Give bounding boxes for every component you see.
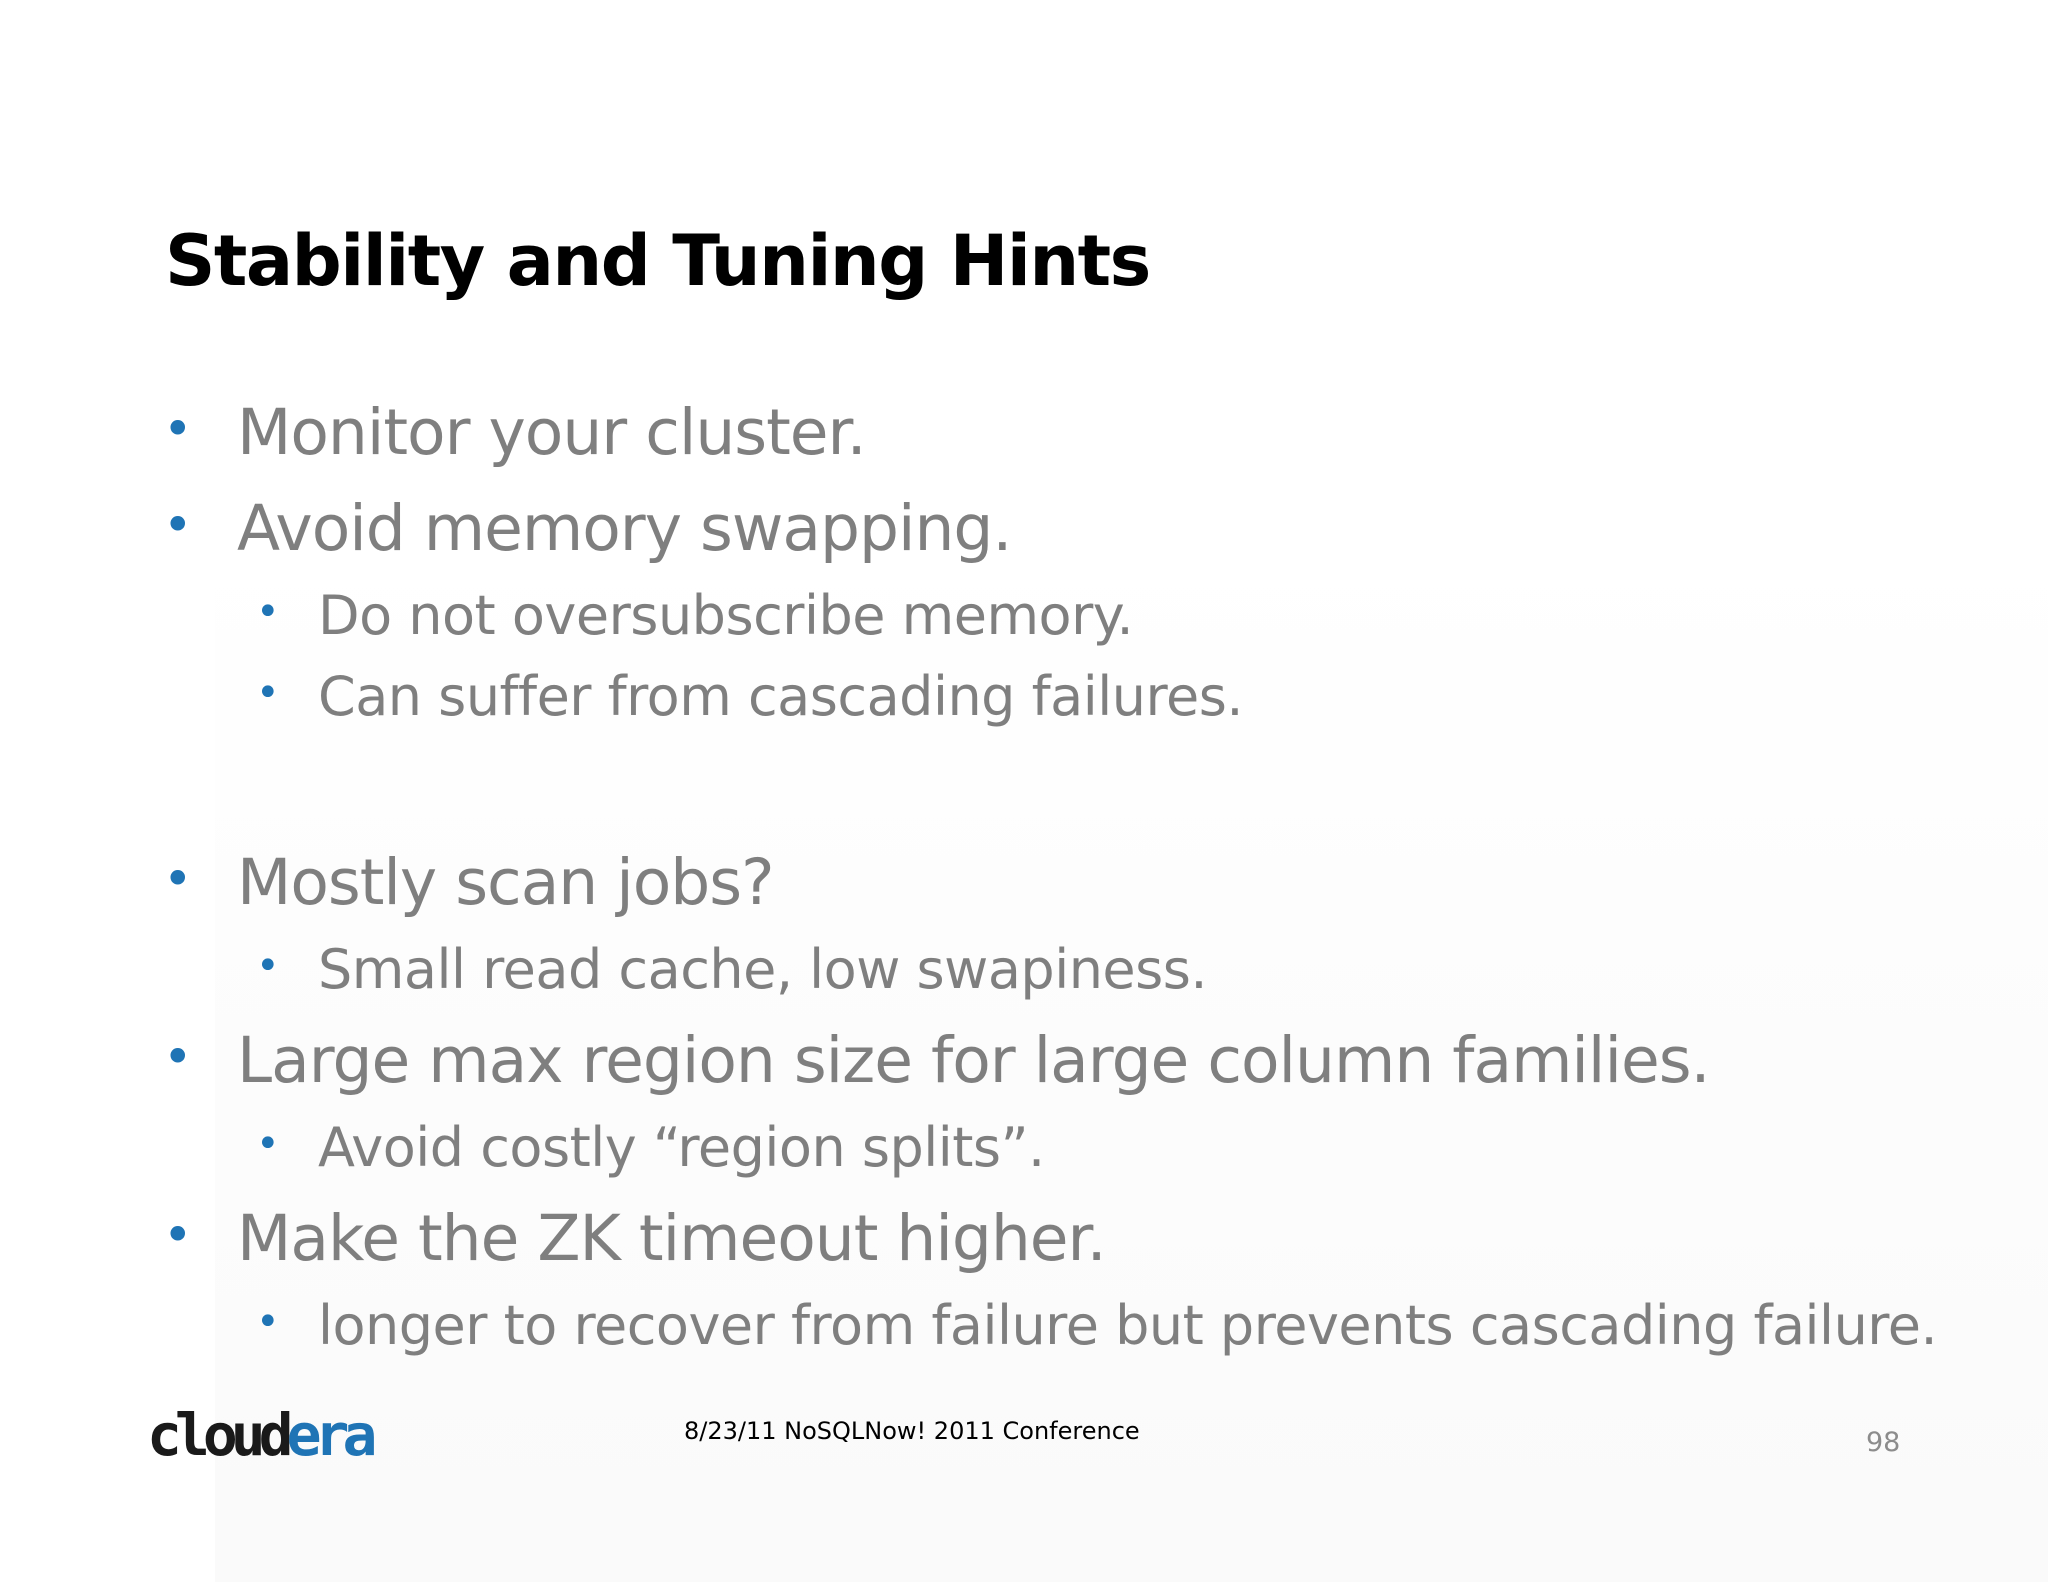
bullet-dot-icon: • (163, 496, 192, 554)
sub-bullet-cascading (256, 662, 1243, 732)
bullet-text: Make the ZK timeout higher. (237, 1202, 1106, 1275)
footer-date-conference: 8/23/11 NoSQLNow! 2011 Conference (684, 1417, 1140, 1445)
bullet-dot-icon: • (163, 1206, 192, 1264)
bullet-text: longer to recover from failure but prevents cascading failure. (318, 1294, 1938, 1357)
bullet-dot-icon: • (163, 850, 192, 908)
bullet-dot-icon: • (163, 400, 192, 458)
bullet-dot-icon: • (256, 589, 280, 635)
bullet-monitor-cluster (163, 393, 866, 473)
bullet-text: Large max region size for large column families. (237, 1024, 1710, 1097)
slide-title: Stability and Tuning Hints (165, 220, 1150, 302)
cloudera-logo (147, 1400, 370, 1470)
sub-bullet-recover (256, 1291, 1938, 1361)
bullet-text: Small read cache, low swapiness. (318, 938, 1208, 1001)
bullet-text: Avoid costly “region splits”. (318, 1116, 1045, 1179)
bullet-region-size (163, 1021, 1710, 1101)
sub-bullet-region-splits (256, 1113, 1045, 1183)
bullet-dot-icon: • (256, 1121, 280, 1167)
bullet-dot-icon: • (256, 943, 280, 989)
bullet-text: Can suffer from cascading failures. (318, 665, 1243, 728)
bullet-text: Mostly scan jobs? (237, 846, 774, 919)
logo-blue-part: era (286, 1401, 371, 1469)
sub-bullet-oversubscribe (256, 581, 1134, 651)
bullet-avoid-swapping (163, 489, 1012, 569)
bullet-dot-icon: • (256, 1299, 280, 1345)
page-number: 98 (1866, 1427, 1901, 1458)
bullet-scan-jobs (163, 843, 774, 923)
bullet-zk-timeout (163, 1199, 1106, 1279)
logo-dark-part: cloud (147, 1401, 287, 1469)
bullet-dot-icon: • (163, 1028, 192, 1086)
bullet-text: Do not oversubscribe memory. (318, 584, 1134, 647)
bullet-text: Monitor your cluster. (237, 396, 866, 469)
bullet-text: Avoid memory swapping. (237, 492, 1012, 565)
sub-bullet-read-cache (256, 935, 1208, 1005)
bullet-dot-icon: • (256, 670, 280, 716)
